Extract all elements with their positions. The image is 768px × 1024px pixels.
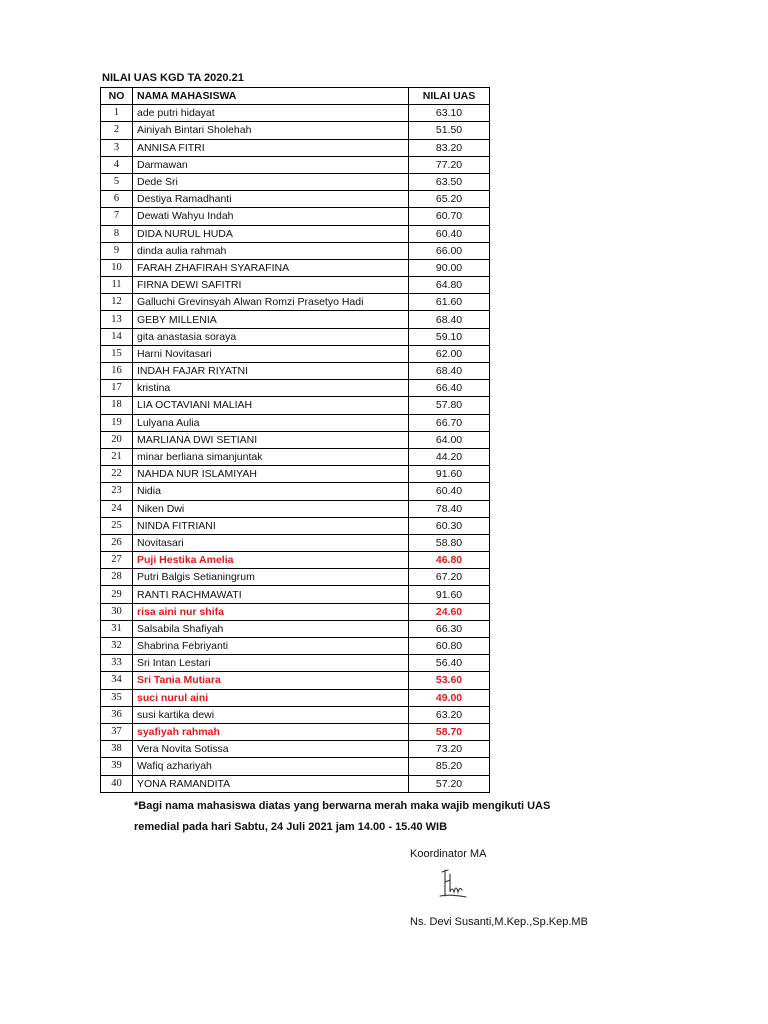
score-value: 60.40	[409, 483, 490, 500]
student-name: kristina	[133, 380, 409, 397]
student-name: Salsabila Shafiyah	[133, 620, 409, 637]
student-name: susi kartika dewi	[133, 706, 409, 723]
row-number: 23	[101, 483, 133, 500]
row-number: 17	[101, 380, 133, 397]
score-value: 60.70	[409, 208, 490, 225]
score-value: 46.80	[409, 552, 490, 569]
table-row	[101, 534, 490, 551]
student-name: RANTI RACHMAWATI	[133, 586, 409, 603]
row-number: 15	[101, 345, 133, 362]
student-name: GEBY MILLENIA	[133, 311, 409, 328]
score-value: 77.20	[409, 156, 490, 173]
table-row	[101, 620, 490, 637]
student-name: Ainiyah Bintari Sholehah	[133, 122, 409, 139]
score-value: 66.30	[409, 620, 490, 637]
score-value: 53.60	[409, 672, 490, 689]
table-row	[101, 517, 490, 534]
row-number: 12	[101, 294, 133, 311]
table-row	[101, 328, 490, 345]
score-value: 58.80	[409, 534, 490, 551]
score-value: 59.10	[409, 328, 490, 345]
score-value: 67.20	[409, 569, 490, 586]
grades-table	[100, 87, 490, 793]
remedial-note-line-2: remedial pada hari Sabtu, 24 Juli 2021 jam 14.00 - 15.40 WIB	[134, 821, 448, 833]
student-name: gita anastasia soraya	[133, 328, 409, 345]
remedial-note	[134, 796, 604, 838]
student-name: DIDA NURUL HUDA	[133, 225, 409, 242]
table-row	[101, 105, 490, 122]
score-value: 60.30	[409, 517, 490, 534]
table-row	[101, 311, 490, 328]
score-value: 51.50	[409, 122, 490, 139]
table-row	[101, 552, 490, 569]
student-name: Harni Novitasari	[133, 345, 409, 362]
score-value: 64.00	[409, 431, 490, 448]
table-row	[101, 638, 490, 655]
student-name: FIRNA DEWI SAFITRI	[133, 277, 409, 294]
student-name: ANNISA FITRI	[133, 139, 409, 156]
score-value: 57.20	[409, 775, 490, 792]
row-number: 21	[101, 448, 133, 465]
coordinator-name: Ns. Devi Susanti,M.Kep.,Sp.Kep.MB	[410, 916, 588, 928]
row-number: 7	[101, 208, 133, 225]
score-value: 68.40	[409, 311, 490, 328]
score-value: 66.40	[409, 380, 490, 397]
student-name: Dede Sri	[133, 173, 409, 190]
row-number: 2	[101, 122, 133, 139]
student-name: Niken Dwi	[133, 500, 409, 517]
score-value: 44.20	[409, 448, 490, 465]
table-row	[101, 586, 490, 603]
table-row	[101, 259, 490, 276]
table-row	[101, 208, 490, 225]
row-number: 31	[101, 620, 133, 637]
score-value: 73.20	[409, 741, 490, 758]
score-value: 60.40	[409, 225, 490, 242]
score-value: 66.00	[409, 242, 490, 259]
row-number: 32	[101, 638, 133, 655]
student-name: Sri Intan Lestari	[133, 655, 409, 672]
score-value: 60.80	[409, 638, 490, 655]
score-value: 91.60	[409, 586, 490, 603]
column-header-name: NAMA MAHASISWA	[133, 88, 409, 105]
table-row	[101, 277, 490, 294]
row-number: 18	[101, 397, 133, 414]
column-header-score: NILAI UAS	[409, 88, 490, 105]
row-number: 13	[101, 311, 133, 328]
row-number: 19	[101, 414, 133, 431]
page-title: NILAI UAS KGD TA 2020.21	[102, 72, 244, 84]
table-row	[101, 758, 490, 775]
row-number: 33	[101, 655, 133, 672]
table-row	[101, 414, 490, 431]
row-number: 9	[101, 242, 133, 259]
student-name: NINDA FITRIANI	[133, 517, 409, 534]
table-row	[101, 345, 490, 362]
score-value: 61.60	[409, 294, 490, 311]
table-row	[101, 500, 490, 517]
score-value: 63.50	[409, 173, 490, 190]
student-name: Putri Balgis Setianingrum	[133, 569, 409, 586]
row-number: 14	[101, 328, 133, 345]
student-name: Galluchi Grevinsyah Alwan Romzi Prasetyo Hadi	[133, 294, 409, 311]
student-name: INDAH FAJAR RIYATNI	[133, 363, 409, 380]
row-number: 35	[101, 689, 133, 706]
table-row	[101, 139, 490, 156]
coordinator-title: Koordinator MA	[410, 848, 487, 860]
student-name: FARAH ZHAFIRAH SYARAFINA	[133, 259, 409, 276]
row-number: 6	[101, 191, 133, 208]
row-number: 11	[101, 277, 133, 294]
row-number: 5	[101, 173, 133, 190]
table-row	[101, 466, 490, 483]
table-row	[101, 689, 490, 706]
row-number: 24	[101, 500, 133, 517]
student-name: Shabrina Febriyanti	[133, 638, 409, 655]
row-number: 22	[101, 466, 133, 483]
signature-image	[436, 866, 470, 902]
score-value: 56.40	[409, 655, 490, 672]
row-number: 26	[101, 534, 133, 551]
student-name: Destiya Ramadhanti	[133, 191, 409, 208]
student-name: Darmawan	[133, 156, 409, 173]
student-name: Sri Tania Mutiara	[133, 672, 409, 689]
row-number: 37	[101, 723, 133, 740]
table-row	[101, 294, 490, 311]
table-row	[101, 225, 490, 242]
student-name: Vera Novita Sotissa	[133, 741, 409, 758]
student-name: Novitasari	[133, 534, 409, 551]
student-name: YONA RAMANDITA	[133, 775, 409, 792]
column-header-no: NO	[101, 88, 133, 105]
score-value: 78.40	[409, 500, 490, 517]
row-number: 29	[101, 586, 133, 603]
student-name: MARLIANA DWI SETIANI	[133, 431, 409, 448]
student-name: Dewati Wahyu Indah	[133, 208, 409, 225]
score-value: 85.20	[409, 758, 490, 775]
row-number: 38	[101, 741, 133, 758]
remedial-note-line-1: *Bagi nama mahasiswa diatas yang berwarna merah maka wajib mengikuti UAS	[134, 800, 551, 812]
table-row	[101, 603, 490, 620]
table-row	[101, 655, 490, 672]
student-name: suci nurul aini	[133, 689, 409, 706]
table-row	[101, 156, 490, 173]
score-value: 24.60	[409, 603, 490, 620]
student-name: Puji Hestika Amelia	[133, 552, 409, 569]
score-value: 64.80	[409, 277, 490, 294]
score-value: 63.20	[409, 706, 490, 723]
row-number: 4	[101, 156, 133, 173]
row-number: 39	[101, 758, 133, 775]
score-value: 68.40	[409, 363, 490, 380]
table-row	[101, 723, 490, 740]
score-value: 66.70	[409, 414, 490, 431]
table-row	[101, 122, 490, 139]
row-number: 36	[101, 706, 133, 723]
table-row	[101, 191, 490, 208]
student-name: NAHDA NUR ISLAMIYAH	[133, 466, 409, 483]
table-row	[101, 706, 490, 723]
score-value: 65.20	[409, 191, 490, 208]
table-row	[101, 380, 490, 397]
row-number: 25	[101, 517, 133, 534]
table-row	[101, 672, 490, 689]
table-body	[101, 105, 490, 793]
table-row	[101, 431, 490, 448]
row-number: 20	[101, 431, 133, 448]
table-row	[101, 363, 490, 380]
student-name: LIA OCTAVIANI MALIAH	[133, 397, 409, 414]
score-value: 58.70	[409, 723, 490, 740]
student-name: Wafiq azhariyah	[133, 758, 409, 775]
table-row	[101, 173, 490, 190]
table-row	[101, 775, 490, 792]
row-number: 34	[101, 672, 133, 689]
table-row	[101, 242, 490, 259]
student-name: ade putri hidayat	[133, 105, 409, 122]
row-number: 8	[101, 225, 133, 242]
student-name: risa aini nur shifa	[133, 603, 409, 620]
table-row	[101, 483, 490, 500]
score-value: 49.00	[409, 689, 490, 706]
score-value: 91.60	[409, 466, 490, 483]
student-name: syafiyah rahmah	[133, 723, 409, 740]
row-number: 28	[101, 569, 133, 586]
table-row	[101, 741, 490, 758]
score-value: 62.00	[409, 345, 490, 362]
row-number: 27	[101, 552, 133, 569]
table-row	[101, 448, 490, 465]
student-name: Nidia	[133, 483, 409, 500]
score-value: 63.10	[409, 105, 490, 122]
table-row	[101, 397, 490, 414]
student-name: dinda aulia rahmah	[133, 242, 409, 259]
student-name: minar berliana simanjuntak	[133, 448, 409, 465]
score-value: 83.20	[409, 139, 490, 156]
row-number: 40	[101, 775, 133, 792]
row-number: 3	[101, 139, 133, 156]
row-number: 16	[101, 363, 133, 380]
student-name: Lulyana Aulia	[133, 414, 409, 431]
table-row	[101, 569, 490, 586]
table-header-row	[101, 88, 490, 105]
score-value: 57.80	[409, 397, 490, 414]
row-number: 1	[101, 105, 133, 122]
score-value: 90.00	[409, 259, 490, 276]
row-number: 10	[101, 259, 133, 276]
row-number: 30	[101, 603, 133, 620]
